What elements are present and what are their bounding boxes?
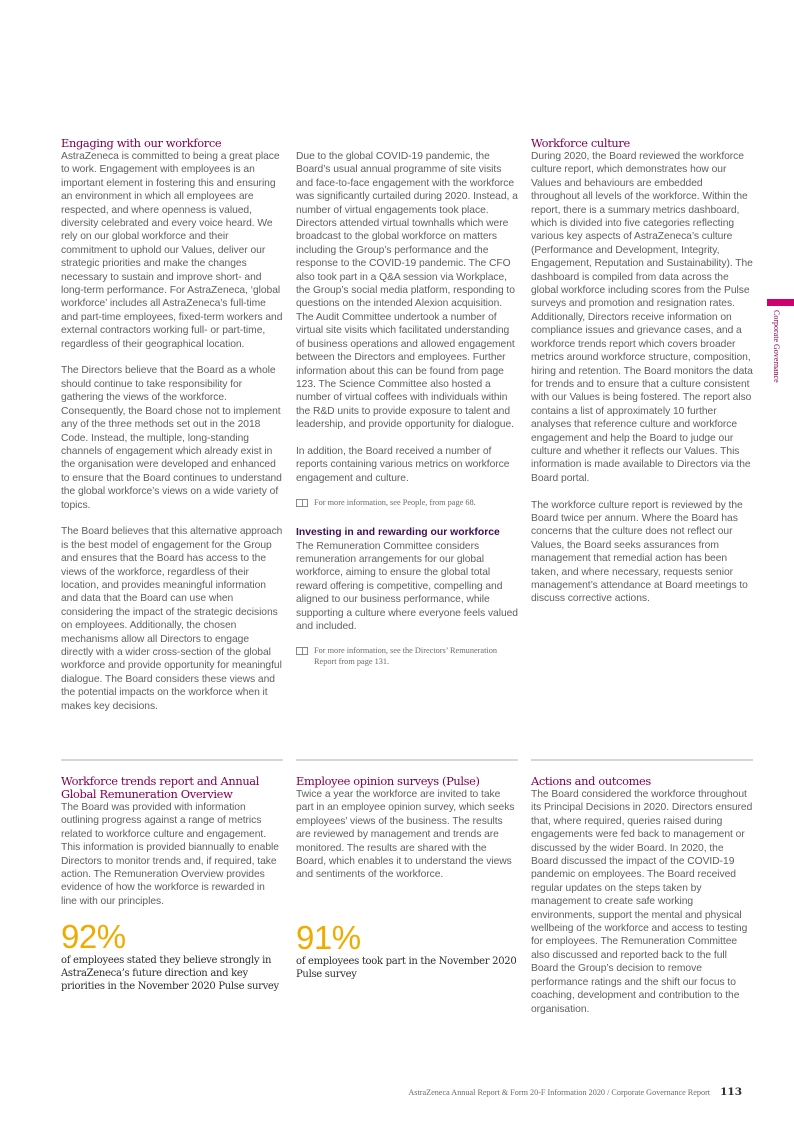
cross-reference-people[interactable] <box>296 497 518 508</box>
page-footer <box>408 1086 742 1098</box>
section-tab-label: Corporate Governance <box>772 310 781 383</box>
subsection-heading: Investing in and rewarding our workforce <box>296 527 500 539</box>
stat-value: 92% <box>61 918 126 956</box>
actions-outcomes-section <box>531 775 753 1016</box>
body-paragraph: The Board believes that this alternative approach is the best model of engagement for the Group and ensures that the Board has access to the views of the workforce, regardless of their location, and provides meaningful information and data that the Board can use when considering the impact of the strategic decisions on employees. Additionally, the chosen mechanisms allow all Directors to engage directly with a wider cross-section of the global workforce and provide opportunity for meaningful dialogue. The Board considers these views and the potential impacts on the workforce when it makes key decisions. <box>61 526 283 712</box>
body-paragraph: The Board considered the workforce throughout its Principal Decisions in 2020. Directors ensured that, where required, queries raised during engagements were fed back to management or discussed by the wider Board. In 2020, the Board discussed the impact of the COVID-19 pandemic on employees. The Board received regular updates on the steps taken by management to create safe working environments, support the mental and physical wellbeing of the workforce and access to testing for employees. The Remuneration Committee also discussed and reported back to the full Board the Group’s decision to remove performance ratings and the shift our focus to coaching, development and contribution to the organisation. <box>531 789 753 1015</box>
page-number: 113 <box>720 1086 742 1098</box>
section-heading: Engaging with our workforce <box>61 136 222 150</box>
divider <box>61 759 283 761</box>
cross-reference-text: For more information, see People, from page 68. <box>314 498 476 508</box>
footer-title: AstraZeneca Annual Report & Form 20-F Information 2020 / Corporate Governance Report <box>408 1088 711 1097</box>
virtual-engagement-section <box>296 150 518 667</box>
section-heading: Workforce culture <box>531 136 630 150</box>
engaging-workforce-section <box>61 137 283 713</box>
workforce-trends-section <box>61 775 283 993</box>
cross-reference-remuneration[interactable] <box>296 645 518 667</box>
stat-value: 91% <box>296 918 361 956</box>
body-paragraph: AstraZeneca is committed to being a great place to work. Engagement with employees is an important element in fostering this and ensuring an environment in which all employees are respected, and where openness is valued, diversity celebrated and every voice heard. We rely on our global workforce and their commitment to uphold our Values, deliver our strategic priorities and make the changes necessary to sustain and improve short- and long-term performance. For AstraZeneca, ‘global workforce’ includes all AstraZeneca’s full-time and part-time employees, fixed-term workers and external contractors working full- or part-time, regardless of their geographical location. <box>61 151 283 350</box>
stat-caption: of employees took part in the November 2020 Pulse survey <box>296 955 517 980</box>
body-paragraph: The Remuneration Committee considers remuneration arrangements for our global workforce, aiming to ensure the global total reward offering is competitive, compelling and aligned to our business performance, while supporting a culture where everyone feels valued and included. <box>296 540 518 632</box>
book-icon <box>296 499 308 507</box>
section-heading: Actions and outcomes <box>531 774 651 788</box>
body-paragraph: The workforce culture report is reviewed by the Board twice per annum. Where the Board has concerns that the culture does not reflect our Values, the Board seeks assurances from management that remedial action has been taken, and where necessary, requests senior management’s attendance at Board meetings to discuss corrective actions. <box>531 499 748 605</box>
section-tab-marker <box>767 299 794 306</box>
pulse-survey-section <box>296 775 518 981</box>
body-paragraph: Due to the global COVID-19 pandemic, the Board’s usual annual programme of site visits and face-to-face engagement with the workforce was significantly curtailed during 2020. Instead, a number of virtual engagements took place. Directors attended virtual townhalls which were broadcast to the global workforce on matters including the Group’s performance and the response to the COVID-19 pandemic. The CFO also took part in a Q&A session via Workplace, the Group’s social media platform, responding to questions on the intended Alexion acquisition. The Audit Committee undertook a number of virtual site visits which facilitated understanding of business operations and allowed engagement between the Directors and employees. Further information about this can be found from page 123. The Science Committee also hosted a number of virtual coffees with individuals within the R&D units to provide exposure to talent and leadership, and provide opportunity for dialogue. <box>296 151 518 431</box>
body-paragraph: The Directors believe that the Board as a whole should continue to take responsibility for gathering the views of the workforce. Consequently, the Board chose not to implement any of the three methods set out in the 2018 Code. Instead, the multiple, long-standing channels of engagement which already exist in the organisation were developed and enhanced to ensure that the Board continues to understand the global workforce’s views on a wide variety of topics. <box>61 365 282 511</box>
section-heading: Employee opinion surveys (Pulse) <box>296 774 480 788</box>
body-paragraph: During 2020, the Board reviewed the workforce culture report, which demonstrates how our Values and behaviours are embedded throughout all levels of the workforce. Within the report, there is a summary metrics dashboard, which is divided into five categories reflecting various key aspects of AstraZeneca’s culture (Performance and Development, Integrity, Engagement, Reputation and Sustainability). The dashboard is compiled from data across the global workforce including scores from the Pulse surveys and promotion and resignation rates. Additionally, Directors receive information on compliance issues and grievance cases, and a workforce trends report which covers broader metrics around workforce structure, composition, hiring and retention. The Board monitors the data for trends and to ensure that a culture consistent with our Values is being fostered. The report also contains a list of approximately 10 further analyses that reference culture and workforce engagement and help the Board to judge our culture and whether it reflects our Values. This information is made available to Directors via the Board portal. <box>531 151 753 484</box>
divider <box>531 759 753 761</box>
cross-reference-text: For more information, see the Directors’ Remuneration Report from page 131. <box>314 646 498 667</box>
book-icon <box>296 647 308 655</box>
section-heading: Workforce trends report and Annual Global Remuneration Overview <box>61 774 260 801</box>
body-paragraph: The Board was provided with information outlining progress against a range of metrics related to workforce culture and engagement. This information is provided biannually to enable Directors to monitor trends and, if required, take action. The Remuneration Overview provides evidence of how the workforce is rewarded in line with our principles. <box>61 802 279 907</box>
body-paragraph: Twice a year the workforce are invited to take part in an employee opinion survey, which seeks employees’ views of the business. The results are reviewed by management and trends are monitored. The results are shared with the Board, which enables it to understand the views and sentiments of the workforce. <box>296 789 515 881</box>
body-paragraph: In addition, the Board received a number of reports containing various metrics on workforce engagement and culture. <box>296 445 510 484</box>
stat-caption: of employees stated they believe strongly in AstraZeneca’s future direction and key priorities in the November 2020 Pulse survey <box>61 955 279 993</box>
divider <box>296 759 518 761</box>
workforce-culture-section <box>531 137 753 606</box>
